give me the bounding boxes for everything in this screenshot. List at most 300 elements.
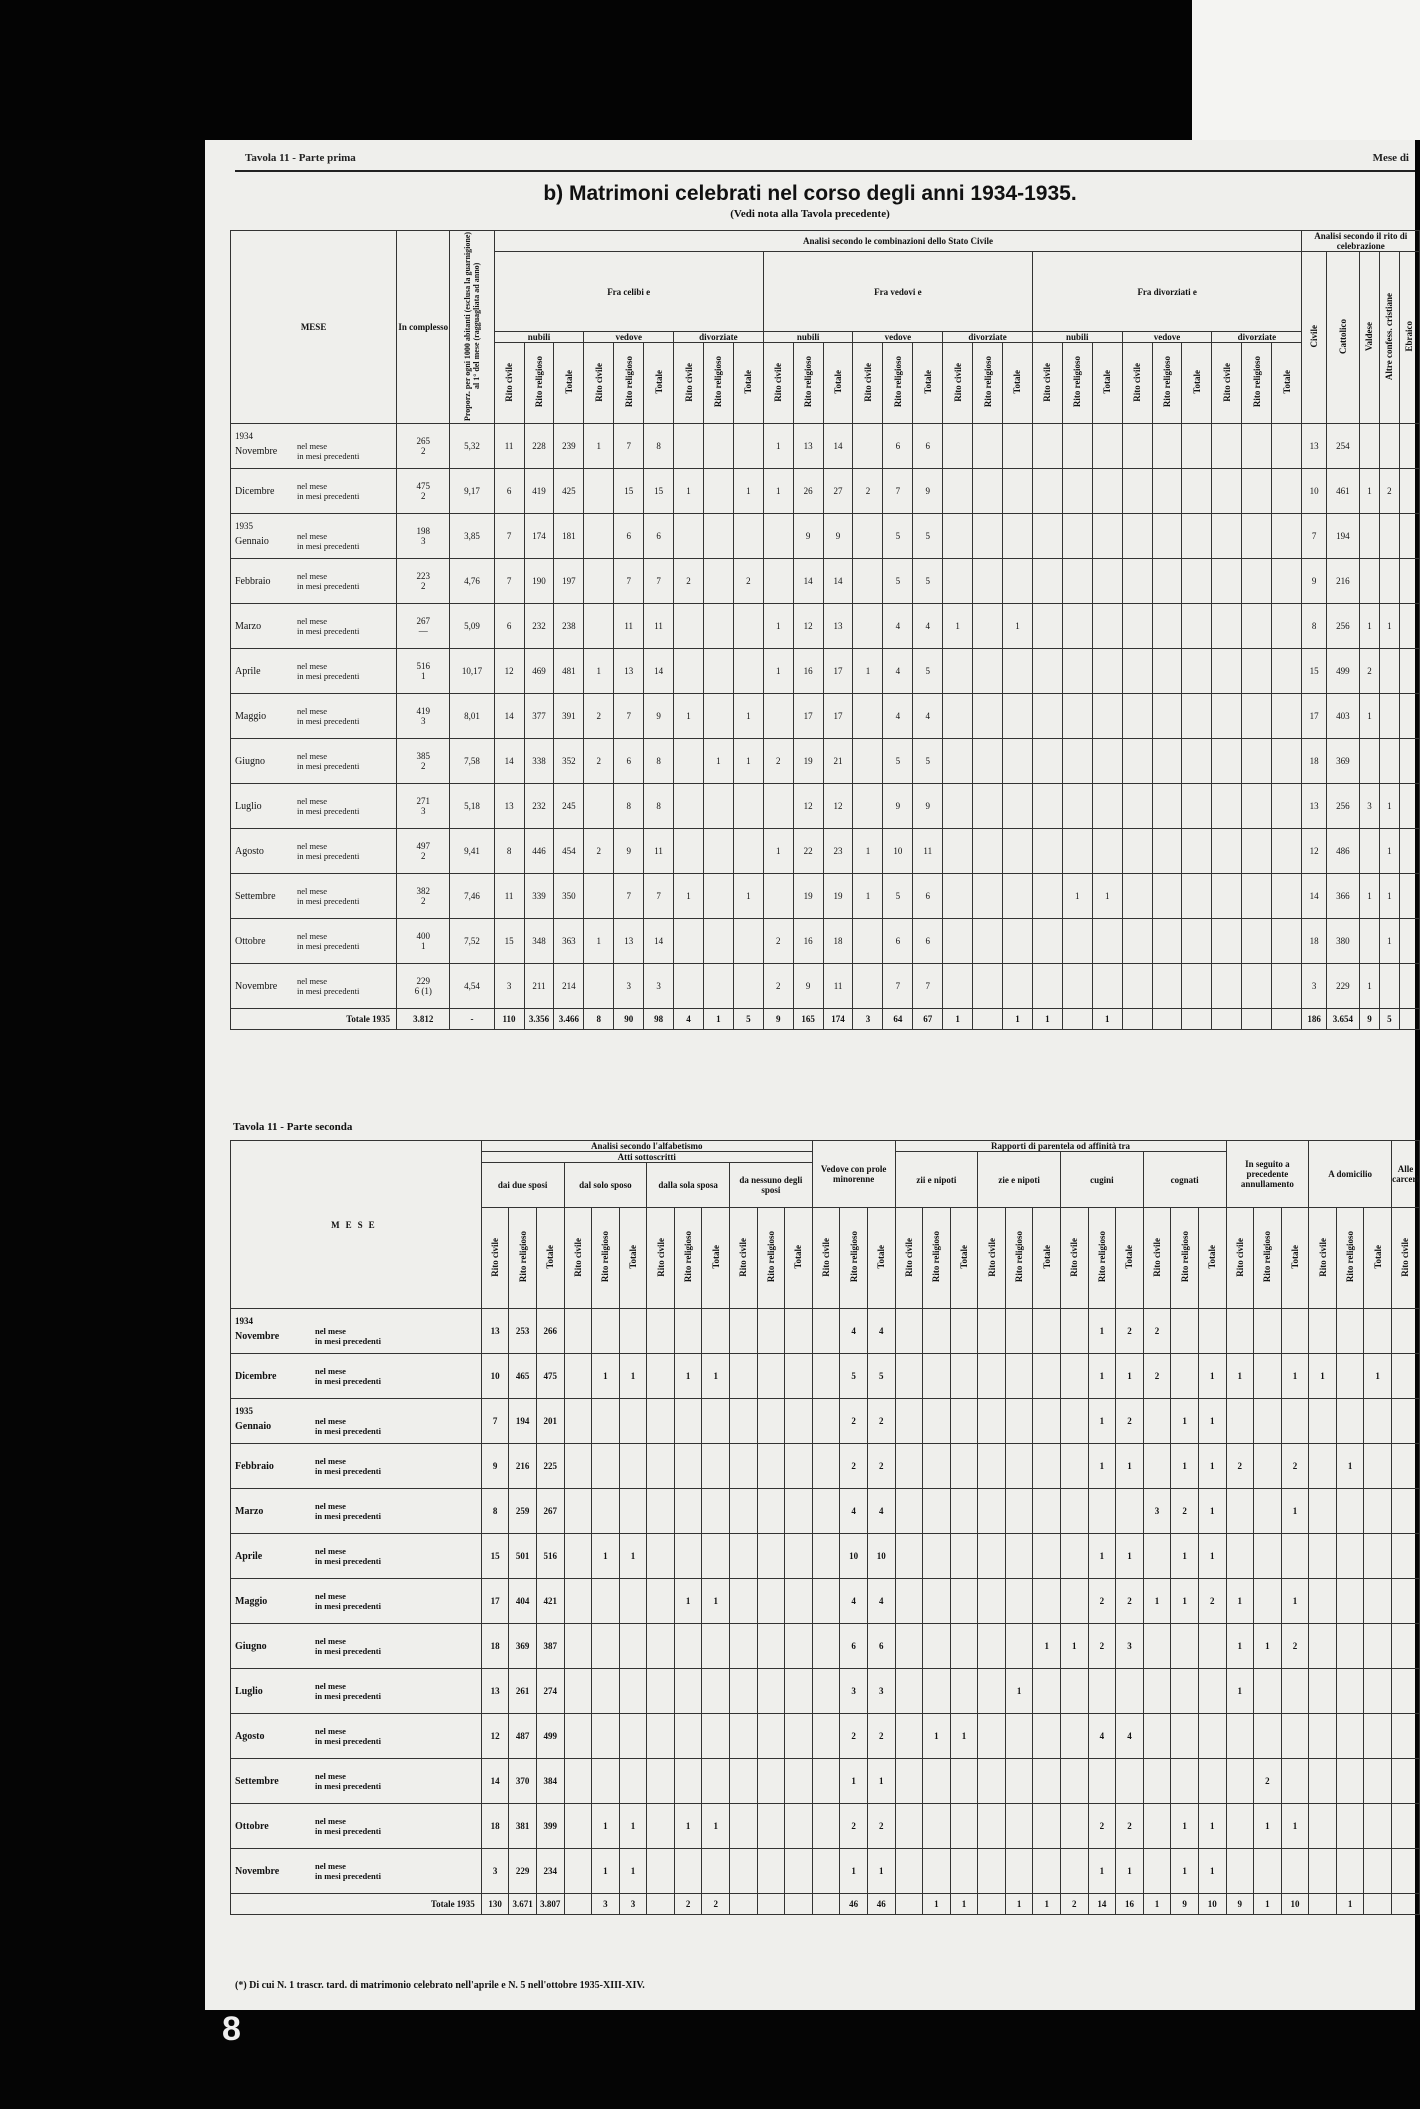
t2-data-cell	[812, 1579, 840, 1624]
t2-data-cell: 1	[1116, 1849, 1144, 1894]
t2-data-cell	[1309, 1579, 1337, 1624]
t1-data-cell	[733, 964, 763, 1009]
t1-data-cell: 1	[1379, 919, 1399, 964]
table-row	[231, 1399, 1420, 1444]
t1-data-cell: 8	[1302, 604, 1326, 649]
t2-data-cell: 1	[1171, 1804, 1199, 1849]
t2-month-line	[235, 1681, 481, 1701]
t1-sub-nel-mese: nel mese	[297, 796, 327, 806]
t2-data-cell	[785, 1354, 813, 1399]
t1-total-complesso: 3.812	[397, 1009, 450, 1030]
t2-h-leaf-7-0-text: Rito civile	[1069, 1237, 1080, 1277]
t2-sub-nel-mese: nel mese	[315, 1591, 346, 1601]
t2-data-cell	[592, 1489, 620, 1534]
t1-month-name: Febbraio	[235, 575, 271, 587]
t2-data-cell: 384	[536, 1759, 564, 1804]
t1-data-cell: 10	[883, 829, 913, 874]
t1-total-cell: 5	[1379, 1009, 1399, 1030]
t2-data-cell	[564, 1804, 592, 1849]
t1-data-cell	[1212, 784, 1242, 829]
t2-h-leaf-4-2	[867, 1208, 895, 1309]
t1-data-cell	[973, 919, 1003, 964]
t2-data-cell	[812, 1489, 840, 1534]
t1-data-cell: 12	[1302, 829, 1326, 874]
t2-data-cell	[564, 1579, 592, 1624]
t1-data-cell: 380	[1326, 919, 1359, 964]
t2-h-atti: Atti sottoscritti	[481, 1152, 812, 1163]
t1-data-cell	[703, 964, 733, 1009]
t2-data-cell	[674, 1399, 702, 1444]
t2-data-cell	[1061, 1399, 1089, 1444]
t1-month-cell	[231, 604, 397, 649]
t1-data-cell: 391	[554, 694, 584, 739]
t2-data-cell: 4	[840, 1489, 868, 1534]
t2-data-cell	[730, 1669, 758, 1714]
t2-data-cell: 465	[509, 1354, 537, 1399]
t1-month-line	[235, 796, 396, 816]
t2-data-cell	[619, 1759, 647, 1804]
t2-sub-nel-mese: nel mese	[315, 1326, 346, 1336]
t2-month-sub	[315, 1681, 381, 1701]
t1-data-cell	[703, 649, 733, 694]
t2-data-cell	[895, 1444, 923, 1489]
t2-data-cell: 274	[536, 1669, 564, 1714]
t1-data-cell: 5	[913, 739, 943, 784]
t1-h-leaf-1-2	[644, 343, 674, 424]
t2-data-cell	[1391, 1534, 1419, 1579]
t2-data-cell: 234	[536, 1849, 564, 1894]
t1-data-cell	[1152, 829, 1182, 874]
t1-data-cell	[943, 514, 973, 559]
t1-complesso-b: 3	[420, 536, 426, 546]
t2-data-cell: 2	[1226, 1444, 1254, 1489]
t2-data-cell	[1061, 1669, 1089, 1714]
t1-h-leaf-0-0	[494, 343, 524, 424]
t1-month-cell	[231, 784, 397, 829]
t1-data-cell: 26	[793, 469, 823, 514]
t2-data-cell	[812, 1849, 840, 1894]
t2-data-cell	[1033, 1714, 1061, 1759]
t2-data-cell: 2	[1116, 1579, 1144, 1624]
t1-h-leaf-1-1-text: Rito religioso	[623, 356, 634, 408]
t1-data-cell	[703, 829, 733, 874]
t2-data-cell	[785, 1399, 813, 1444]
t1-complesso-b: 1	[420, 671, 426, 681]
t2-data-cell: 267	[536, 1489, 564, 1534]
t1-data-cell: 14	[793, 559, 823, 604]
t2-data-cell: 2	[1116, 1399, 1144, 1444]
t1-h-leaf-8-0	[1212, 343, 1242, 424]
t1-month-sub	[297, 796, 359, 816]
t1-data-cell	[1092, 919, 1122, 964]
t2-data-cell	[619, 1309, 647, 1354]
t1-h-leaf-2-2-text: Totale	[743, 370, 754, 394]
t2-total-cell	[785, 1894, 813, 1915]
t1-month-cell	[231, 424, 397, 469]
t2-data-cell	[978, 1444, 1006, 1489]
t2-data-cell	[730, 1624, 758, 1669]
t2-data-cell	[564, 1669, 592, 1714]
t2-data-cell	[1116, 1669, 1144, 1714]
t1-data-cell: 7	[494, 514, 524, 559]
t1-data-cell	[1242, 469, 1272, 514]
t2-data-cell	[757, 1444, 785, 1489]
t1-data-cell: 14	[644, 919, 674, 964]
t1-data-cell: 181	[554, 514, 584, 559]
t1-data-cell	[1122, 919, 1152, 964]
t1-month-cell	[231, 469, 397, 514]
t1-data-cell	[943, 559, 973, 604]
t1-data-cell: 9	[1302, 559, 1326, 604]
t1-data-cell	[1182, 784, 1212, 829]
t2-data-cell: 4	[840, 1309, 868, 1354]
t2-data-cell: 1	[1198, 1399, 1226, 1444]
t2-data-cell	[1281, 1759, 1309, 1804]
t2-month-name: Giugno	[235, 1640, 267, 1652]
t2-data-cell	[1033, 1759, 1061, 1804]
t1-month-name: Novembre	[235, 445, 278, 457]
t1-data-cell	[1399, 829, 1419, 874]
t1-h-leaf-1-2-text: Totale	[653, 370, 664, 394]
t1-h-leaf-2-0-text: Rito civile	[683, 362, 694, 402]
t2-data-cell: 2	[1171, 1489, 1199, 1534]
t1-data-cell	[1399, 874, 1419, 919]
t1-data-cell: 1	[1379, 829, 1399, 874]
t1-data-cell: 1	[703, 739, 733, 784]
t1-data-cell: 2	[853, 469, 883, 514]
t2-data-cell	[1171, 1354, 1199, 1399]
t1-total-cell: 3	[853, 1009, 883, 1030]
table-row	[231, 784, 1420, 829]
t1-data-cell: 348	[524, 919, 554, 964]
t1-data-cell: 6	[883, 919, 913, 964]
t2-data-cell: 1	[1088, 1399, 1116, 1444]
t1-data-cell: 27	[823, 469, 853, 514]
t1-data-cell	[1092, 469, 1122, 514]
t1-h-analisi-rito: Analisi secondo il rito di celebrazione	[1302, 231, 1420, 252]
t1-month-sub	[297, 571, 359, 591]
t1-data-cell: 1	[584, 424, 614, 469]
t2-data-cell: 1	[674, 1354, 702, 1399]
t2-data-cell	[1226, 1534, 1254, 1579]
t2-data-cell: 1	[1364, 1354, 1392, 1399]
t2-data-cell	[1143, 1399, 1171, 1444]
t2-data-cell: 1	[1254, 1804, 1282, 1849]
table-row	[231, 1624, 1420, 1669]
t1-data-cell	[703, 469, 733, 514]
t2-data-cell: 7	[481, 1399, 509, 1444]
t2-data-cell	[757, 1399, 785, 1444]
t2-data-cell: 229	[509, 1849, 537, 1894]
t1-data-cell	[1360, 424, 1380, 469]
t2-data-cell	[1336, 1669, 1364, 1714]
t1-data-cell: 7	[614, 559, 644, 604]
t2-data-cell	[757, 1354, 785, 1399]
t2-month-sub	[315, 1726, 381, 1746]
t1-data-cell: 232	[524, 784, 554, 829]
t2-data-cell: 1	[1309, 1354, 1337, 1399]
t1-data-cell	[973, 694, 1003, 739]
t1-data-cell	[1272, 874, 1302, 919]
t1-data-cell: 3	[644, 964, 674, 1009]
t1-month-name: Luglio	[235, 800, 262, 812]
t1-data-cell	[1092, 649, 1122, 694]
t1-total-proporz: -	[450, 1009, 494, 1030]
t2-data-cell: 1	[674, 1804, 702, 1849]
t1-h-leaf-5-0	[943, 343, 973, 424]
t2-data-cell	[1254, 1309, 1282, 1354]
t2-data-cell	[564, 1714, 592, 1759]
t1-data-cell	[1242, 694, 1272, 739]
t2-data-cell: 3	[840, 1669, 868, 1714]
t1-data-cell	[1092, 694, 1122, 739]
t2-data-cell	[1281, 1714, 1309, 1759]
t1-h-leaf-3-1-text: Rito religioso	[803, 356, 814, 408]
t2-data-cell: 2	[867, 1714, 895, 1759]
t1-complesso-b: 3	[420, 806, 426, 816]
t1-h-rito-1-text: Cattolico	[1337, 319, 1348, 354]
t2-data-cell: 4	[840, 1579, 868, 1624]
t2-data-cell	[1254, 1444, 1282, 1489]
t1-data-cell	[674, 919, 704, 964]
page-header-left: Tavola 11 - Parte prima	[245, 152, 356, 164]
t1-proporz-cell: 4,54	[450, 964, 494, 1009]
t1-data-cell	[1032, 919, 1062, 964]
t2-data-cell	[978, 1579, 1006, 1624]
t2-data-cell: 5	[840, 1354, 868, 1399]
t1-data-cell	[1003, 559, 1033, 604]
t1-data-cell: 369	[1326, 739, 1359, 784]
t1-data-cell	[1032, 964, 1062, 1009]
t1-data-cell: 481	[554, 649, 584, 694]
t2-data-cell	[1281, 1309, 1309, 1354]
t1-data-cell: 11	[913, 829, 943, 874]
t1-data-cell: 15	[644, 469, 674, 514]
t2-h-leaf-7-1-text: Rito religioso	[1096, 1231, 1107, 1283]
t2-month-line	[235, 1456, 481, 1476]
t1-sub-nel-mese: nel mese	[297, 616, 327, 626]
t1-data-cell: 1	[584, 919, 614, 964]
t2-data-cell	[647, 1849, 675, 1894]
t2-data-cell	[1005, 1714, 1033, 1759]
t1-data-cell	[1062, 604, 1092, 649]
t2-h-leaf-7-2-text: Totale	[1124, 1245, 1135, 1269]
t2-data-cell	[564, 1444, 592, 1489]
t1-h-leaf-6-0-text: Rito civile	[1042, 362, 1053, 402]
t2-data-cell: 1	[1281, 1804, 1309, 1849]
t2-data-cell	[592, 1579, 620, 1624]
t2-month-sub	[315, 1416, 381, 1436]
t1-month-line	[235, 841, 396, 861]
t2-h-leaf-8-1	[1171, 1208, 1199, 1309]
t1-data-cell	[853, 964, 883, 1009]
t1-month-sub	[297, 661, 359, 681]
t1-h-leaf-8-1-text: Rito religioso	[1251, 356, 1262, 408]
t1-data-cell	[1032, 784, 1062, 829]
t2-sub-precedenti: in mesi precedenti	[315, 1781, 381, 1791]
t1-total-cell: 4	[674, 1009, 704, 1030]
t1-data-cell: 7	[644, 559, 674, 604]
t1-complesso-a: 223	[416, 571, 430, 581]
t2-h-par-0: zii e nipoti	[895, 1152, 978, 1208]
t1-data-cell: 366	[1326, 874, 1359, 919]
t1-data-cell	[1062, 559, 1092, 604]
t2-data-cell: 2	[840, 1399, 868, 1444]
t2-data-cell	[1364, 1849, 1392, 1894]
t2-data-cell	[895, 1534, 923, 1579]
t2-month-cell	[231, 1804, 482, 1849]
t2-data-cell	[1143, 1804, 1171, 1849]
t2-data-cell: 1	[950, 1714, 978, 1759]
t1-complesso-b: —	[418, 626, 428, 636]
t2-month-cell	[231, 1714, 482, 1759]
t2-data-cell	[785, 1534, 813, 1579]
table-row	[231, 1759, 1420, 1804]
t1-data-cell	[973, 469, 1003, 514]
t1-data-cell: 11	[494, 424, 524, 469]
t2-total-cell: 3.807	[536, 1894, 564, 1915]
t1-complesso-cell	[397, 874, 450, 919]
table-row	[231, 1804, 1420, 1849]
t1-complesso-a: 385	[416, 751, 430, 761]
t1-data-cell	[853, 514, 883, 559]
t1-data-cell	[943, 874, 973, 919]
t2-data-cell	[674, 1714, 702, 1759]
t2-data-cell: 1	[1198, 1534, 1226, 1579]
t1-proporz-cell: 8,01	[450, 694, 494, 739]
t2-data-cell	[1391, 1399, 1419, 1444]
t1-month-cell	[231, 514, 397, 559]
page-title: b) Matrimoni celebrati nel corso degli anni 1934-1935.	[543, 182, 1077, 205]
t1-data-cell: 3	[1302, 964, 1326, 1009]
t1-total-cell	[1152, 1009, 1182, 1030]
t2-data-cell	[674, 1534, 702, 1579]
t1-sub-precedenti: in mesi precedenti	[297, 491, 360, 501]
t2-h-leaf-10-2	[1364, 1208, 1392, 1309]
t1-data-cell	[1242, 874, 1272, 919]
t1-data-cell	[1182, 919, 1212, 964]
t2-data-cell: 1	[1171, 1579, 1199, 1624]
t1-h-leaf-8-1	[1242, 343, 1272, 424]
t1-data-cell	[1212, 514, 1242, 559]
t1-data-cell	[1212, 649, 1242, 694]
table-part-one	[230, 230, 1420, 1030]
t1-data-cell	[1182, 694, 1212, 739]
t1-h-analisi: Analisi secondo le combinazioni dello Stato Civile	[494, 231, 1302, 252]
t1-data-cell	[1152, 604, 1182, 649]
t1-sub-precedenti: in mesi precedenti	[297, 806, 360, 816]
t2-data-cell	[978, 1714, 1006, 1759]
t2-h-leaf-10-0-text: Rito civile	[1317, 1237, 1328, 1277]
t2-month-sub	[315, 1501, 381, 1521]
t2-data-cell	[757, 1849, 785, 1894]
t1-h-leaf-0-1	[524, 343, 554, 424]
t2-data-cell	[757, 1309, 785, 1354]
t2-data-cell: 5	[867, 1354, 895, 1399]
t1-data-cell: 2	[1360, 649, 1380, 694]
t2-month-line	[235, 1726, 481, 1746]
t2-month-sub	[315, 1546, 381, 1566]
t2-total-label: Totale 1935	[231, 1894, 482, 1915]
t2-data-cell	[592, 1399, 620, 1444]
t2-h-leaf-1-0-text: Rito civile	[572, 1237, 583, 1277]
t2-data-cell	[674, 1849, 702, 1894]
t1-data-cell: 3	[494, 964, 524, 1009]
t2-data-cell	[730, 1759, 758, 1804]
t2-data-cell	[647, 1399, 675, 1444]
t1-h-sub-2-0: nubili	[1032, 332, 1122, 343]
t2-data-cell	[1309, 1669, 1337, 1714]
t1-data-cell: 3	[1360, 784, 1380, 829]
t2-data-cell: 3	[867, 1669, 895, 1714]
t2-data-cell	[785, 1579, 813, 1624]
t2-data-cell: 4	[867, 1579, 895, 1624]
t2-data-cell: 1	[619, 1804, 647, 1849]
t1-data-cell	[1379, 694, 1399, 739]
t1-month-sub	[297, 751, 359, 771]
t2-total-cell: 1	[1033, 1894, 1061, 1915]
t1-data-cell: 12	[793, 604, 823, 649]
t2-data-cell	[785, 1714, 813, 1759]
t1-data-cell	[1399, 514, 1419, 559]
t2-total-cell: 1	[950, 1894, 978, 1915]
t1-data-cell: 19	[823, 874, 853, 919]
t2-data-cell: 1	[1198, 1354, 1226, 1399]
t1-sub-precedenti: in mesi precedenti	[297, 941, 360, 951]
t2-h-leaf-8-0	[1143, 1208, 1171, 1309]
t2-month-name: Novembre	[235, 1865, 280, 1877]
t2-total-row	[231, 1894, 1420, 1915]
t2-data-cell	[1088, 1669, 1116, 1714]
t2-data-cell	[978, 1399, 1006, 1444]
t2-h-leaf-6-0	[978, 1208, 1006, 1309]
t1-month-sub	[297, 531, 359, 551]
t2-h-domicilio: A domicilio	[1309, 1141, 1392, 1208]
t1-data-cell: 6	[614, 739, 644, 784]
t1-h-leaf-4-0	[853, 343, 883, 424]
t2-data-cell	[1281, 1669, 1309, 1714]
t2-month-sub	[315, 1366, 381, 1386]
t2-data-cell	[757, 1804, 785, 1849]
t1-data-cell	[1182, 514, 1212, 559]
t1-data-cell	[733, 829, 763, 874]
t1-data-cell	[674, 514, 704, 559]
t2-data-cell	[1309, 1489, 1337, 1534]
t1-data-cell: 446	[524, 829, 554, 874]
t2-data-cell	[1254, 1534, 1282, 1579]
t2-data-cell	[1336, 1714, 1364, 1759]
t1-data-cell: 13	[823, 604, 853, 649]
t2-h-leaf-8-2	[1198, 1208, 1226, 1309]
t2-data-cell: 1	[840, 1849, 868, 1894]
t2-data-cell	[647, 1759, 675, 1804]
t2-h-leaf-10-2-text: Totale	[1372, 1245, 1383, 1269]
t1-sub-precedenti: in mesi precedenti	[297, 851, 360, 861]
t1-data-cell	[1272, 649, 1302, 694]
t1-data-cell: 9	[614, 829, 644, 874]
t1-data-cell	[973, 514, 1003, 559]
t1-data-cell: 13	[1302, 784, 1326, 829]
t1-data-cell	[1379, 964, 1399, 1009]
t2-h-leaf-3-1-text: Rito religioso	[765, 1231, 776, 1283]
t2-data-cell	[785, 1624, 813, 1669]
t1-data-cell	[1399, 424, 1419, 469]
t1-data-cell	[703, 514, 733, 559]
t2-sub-nel-mese: nel mese	[315, 1546, 346, 1556]
t2-month-sub	[315, 1861, 381, 1881]
t2-total-cell: 1	[1254, 1894, 1282, 1915]
table-row	[231, 514, 1420, 559]
